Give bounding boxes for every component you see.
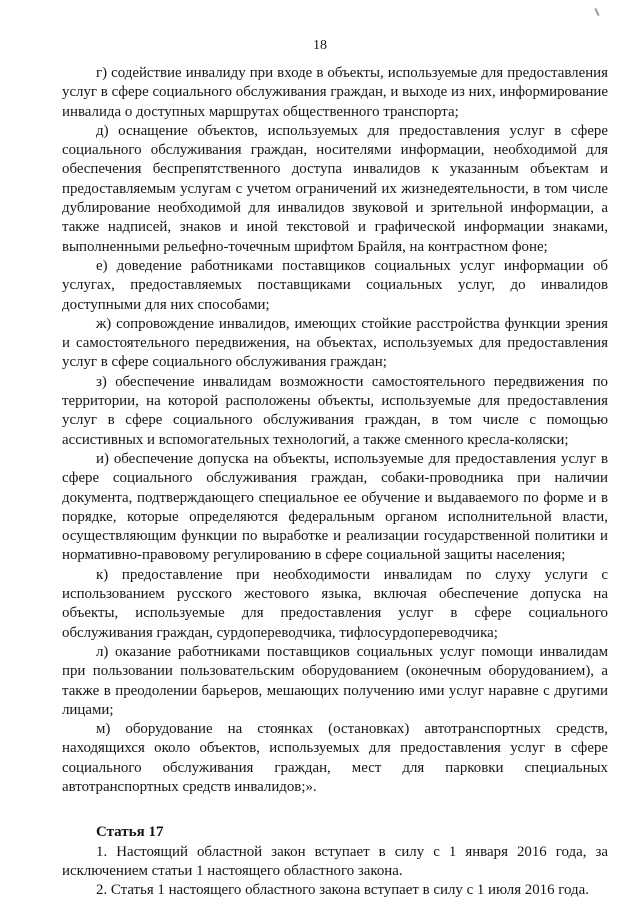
paragraph-i: и) обеспечение допуска на объекты, используемые для предоставления услуг в сфере социального обслуживания граждан, собаки-проводника при наличии документа, подтверждающего специальное ее обучение и выдаваемого по форме и в порядке, которые определяются федеральным органом исполнительной власти, осуществляющим функции по выработке и реализации государственной политики и нормативно-правовому регулированию в сфере социальной защиты населения; xyxy=(62,450,608,564)
article-item-1: 1. Настоящий областной закон вступает в силу с 1 января 2016 года, за исключением статьи 1 настоящего областного закона. xyxy=(62,843,608,879)
paragraph-d: д) оснащение объектов, используемых для предоставления услуг в сфере социального обслуживания граждан, носителями информации, необходимой для обеспечения беспрепятственного доступа инвалидов к указанным объектам и предоставляемым услугам с учетом ограничений их жизнедеятельности, в том числе дублирование необходимой для инвалидов звуковой и зрительной информации, а также надписей, знаков и иной текстовой и графической информации знаками, выполненными рельефно-точечным шрифтом Брайля, на контрастном фоне; xyxy=(62,122,608,255)
article-title: Статья 17 xyxy=(96,824,164,841)
paragraph-k: к) предоставление при необходимости инвалидам по слуху услуги с использованием русского жестового языка, включая обеспечение допуска на объекты, используемые для предоставления услуг в сфере социального обслуживания граждан, сурдопереводчика, тифлосурдопереводчика; xyxy=(62,566,608,641)
document-body xyxy=(62,64,608,900)
article-item-2: 2. Статья 1 настоящего областного закона вступает в силу с 1 июля 2016 года. xyxy=(96,882,589,899)
paragraph-e: е) доведение работниками поставщиков социальных услуг информации об услугах, предоставляемых поставщиками социальных услуг, до инвалидов доступными для них способами; xyxy=(62,257,608,313)
paragraph-l: л) оказание работниками поставщиков социальных услуг помощи инвалидам при пользовании пользовательским оборудованием (оконечным оборудованием), а также в преодолении барьеров, мешающих получению ими услуг наравне с другими лицами; xyxy=(62,643,608,718)
paragraph-g: г) содействие инвалиду при входе в объекты, используемые для предоставления услуг в сфере социального обслуживания граждан, и выходе из них, информирование инвалида о доступных маршрутах общественного транспорта; xyxy=(62,65,608,120)
paragraph-m: м) оборудование на стоянках (остановках) автотранспортных средств, находящихся около объектов, используемых для предоставления услуг в сфере социального обслуживания граждан, мест для парковки специальных автотранспортных средств инвалидов;». xyxy=(62,721,608,795)
page-number: 18 xyxy=(313,38,327,53)
paragraph-zh: ж) сопровождение инвалидов, имеющих стойкие расстройства функции зрения и самостоятельного передвижения, на объектах, используемых для предоставления услуг в сфере социального обслуживания граждан; xyxy=(62,315,608,371)
paragraph-z: з) обеспечение инвалидам возможности самостоятельного передвижения по территории, на которой расположены объекты, используемые для предоставления услуг в сфере социального обслуживания граждан, в том числе с помощью ассистивных и вспомогательных технологий, а также сменного кресла-коляски; xyxy=(62,373,608,448)
scan-mark xyxy=(594,8,599,16)
